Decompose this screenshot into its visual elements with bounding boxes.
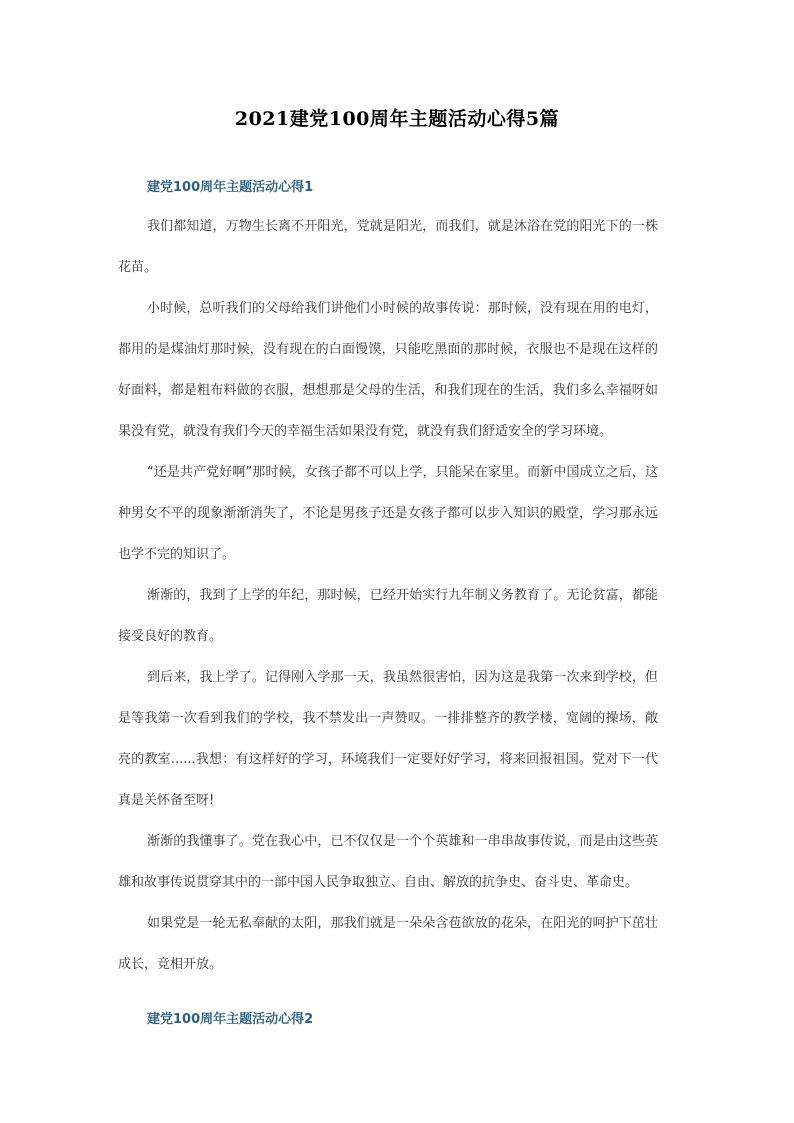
paragraph: 渐渐的我懂事了。党在我心中，已不仅仅是一个个英雄和一串串故事传说，而是由这些英雄和故事传说贯穿其中的一部中国人民争取独立、自由、解放的抗争史、奋斗史、革命史。 <box>118 834 658 890</box>
paragraph: 我们都知道，万物生长离不开阳光，党就是阳光，而我们，就是沐浴在党的阳光下的一株花苗。 <box>118 219 658 275</box>
section-heading-2: 建党100周年主题活动心得2 <box>147 1012 314 1027</box>
paragraph: “还是共产党好啊”那时候，女孩子都不可以上学，只能呆在家里。而新中国成立之后，这种男女不平的现象渐渐消失了，不论是男孩子还是女孩子都可以步入知识的殿堂，学习那永远也学不完的知识了。 <box>118 465 658 562</box>
section-heading-1: 建党100周年主题活动心得1 <box>147 180 314 195</box>
document-title: 2021建党100周年主题活动心得5篇 <box>234 108 560 130</box>
paragraph: 小时候，总听我们的父母给我们讲他们小时候的故事传说：那时候，没有现在用的电灯，都用的是煤油灯那时候，没有现在的白面馒馍，只能吃黑面的那时候，衣服也不是现在这样的好面料，都是粗布料做的衣服，想想那是父母的生活，和我们现在的生活，我们多么幸福呀如果没有党，就没有我们今天的幸福生活如果没有党，就没有我们舒适安全的学习环境。 <box>118 301 658 439</box>
paragraph: 如果党是一轮无私奉献的太阳，那我们就是一朵朵含苞欲放的花朵，在阳光的呵护下茁壮成长，竞相开放。 <box>118 916 658 972</box>
paragraph: 渐渐的，我到了上学的年纪，那时候，已经开始实行九年制义务教育了。无论贫富，都能接受良好的教育。 <box>118 588 658 644</box>
paragraph: 到后来，我上学了。记得刚入学那一天，我虽然很害怕，因为这是我第一次来到学校，但是等我第一次看到我们的学校，我不禁发出一声赞叹。一排排整齐的教学楼，宽阔的操场，敞亮的教室......我想：有这样好的学习，环境我们一定要好好学习，将来回报祖国。党对下一代真是关怀备至呀! <box>118 670 658 808</box>
